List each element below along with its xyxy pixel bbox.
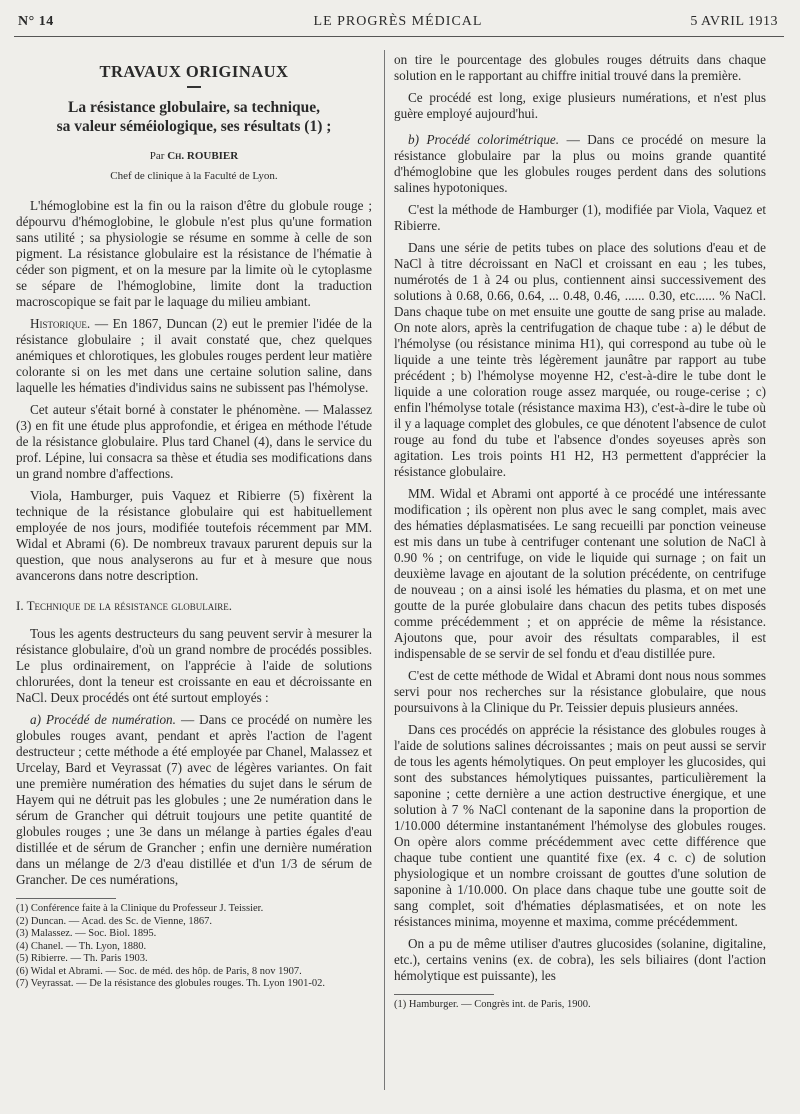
paragraph: Cet auteur s'était borné à constater le phénomène. — Malassez (3) en fit une étude plus approfondie, et érigea en méthode l'étude de la résistance globulaire. Plus tard Chanel (4), dans le service du prof. Lépine, lui consacra sa thèse et étudia ses modifications dans un grand nombre d'affections. xyxy=(16,402,372,481)
header-rule xyxy=(14,36,784,37)
author-name: Ch. ROUBIER xyxy=(167,150,239,162)
paragraph-text: — Dans ce procédé on mesure la résistance globulaire par la plus ou moins grande quantité d'hémoglobine que les globules rouges perdent dans des solutions salines hypotoniques. xyxy=(394,132,766,195)
left-column xyxy=(16,52,372,991)
footnote: (5) Ribierre. — Th. Paris 1903. xyxy=(16,953,148,964)
paragraph xyxy=(16,316,372,396)
article-title-line-1: La résistance globulaire, sa technique, xyxy=(67,99,321,116)
paragraph-text: — Dans ce procédé on numère les globules rouges avant, pendant et après l'action de l'agent destructeur ; cette méthode a été employée par Chanel, Malassez et Urcelay, Bard et Veyrassat (7) avec de légères variantes. On fait une première numération des hématies du sujet dans le sérum de Hayem qui ne détruit pas les globules ; une 2e numération dans le sérum de Grancher qui détruit toujours une petite quantité de globules rouges ; une 3e dans un mélange à parties égales d'eau distillée et de sérum de Grancher ; enfin une dernière numération dans un mélange de 2/3 d'eau distillée et d'un 1/3 de sérum de Grancher. De ces numérations, xyxy=(16,712,372,887)
footnote: (1) Hamburger. — Congrès int. de Paris, 1900. xyxy=(394,999,591,1010)
journal-title: LE PROGRÈS MÉDICAL xyxy=(313,14,483,29)
paragraph: C'est de cette méthode de Widal et Abrami dont nous nous sommes servi pour nos recherches sur la résistance globulaire, que nous poursuivons à la Clinique du Pr. Teissier depuis plusieurs années. xyxy=(394,668,766,715)
footnote: (6) Widal et Abrami. — Soc. de méd. des hôp. de Paris, 8 nov 1907. xyxy=(16,965,302,977)
author-affiliation: Chef de clinique à la Faculté de Lyon. xyxy=(110,170,278,182)
run-in-heading: Historique. xyxy=(30,316,91,331)
footnote: (1) Conférence faite à la Clinique du Professeur J. Teissier. xyxy=(16,903,264,914)
paragraph: L'hémoglobine est la fin ou la raison d'être du globule rouge ; dépourvu d'hémoglobine, le globule n'est plus qu'une formation sans utilité ; sa physiologie se résume en somme à celle de son pigment. La résistance globulaire est la résistance de l'hématie à céder son pigment, et on la mesure par la limite où le cytoplasme se sépare de l'hémoglobine, limite dont la traduction macroscopique se fait par le laquage du milieu ambiant. xyxy=(16,198,372,309)
paragraph xyxy=(394,132,766,196)
paragraph xyxy=(16,712,372,888)
subsection-heading: I. Technique de la résistance globulaire. xyxy=(16,598,233,613)
paragraph: Dans une série de petits tubes on place des solutions d'eau et de NaCl à titre décroissant en NaCl et croissant en eau ; les tubes, numérotés de 1 à 24 ou plus, contiennent ainsi successivement des solutions à 0.68, 0.66, 0.64, ... 0.48, 0.46, ...... 0.30, etc...... % NaCl. Dans chaque tube on met ensuite une goutte de sang prise au malade. On note alors, après la centrifugation de chaque tube : a) le début de l'hémolyse (ou résistance minima H1), qui correspond au tube où le liquide a une teinte très légèrement jaunâtre par rapport au tube précédent ; b) l'hémolyse moyenne H2, c'est-à-dire le tube dont le liquide a une coloration rouge assez marquée, ou rouge-cerise ; c) enfin l'hémolyse totale (résistance maxima H3), c'est-à-dire le tube où il y a laquage complet des globules, ce que dénotent l'absence de culot rouge au fond du tube et l'absence d'ondes soyeuses après son agitation. Les trois points H1 H2, H3 permettent d'apprécier la résistance globulaire. xyxy=(394,240,766,479)
paragraph: Ce procédé est long, exige plusieurs numérations, et n'est plus guère employé aujourd'hui. xyxy=(394,90,766,121)
paragraph-text: — En 1867, Duncan (2) eut le premier l'idée de la résistance globulaire ; il avait constaté que, chez quelques anémiques et chlorotiques, les globules rouges perdent leur matière colorante si on les met dans une certaine solution saline, dans laquelle les hématies d'individus sains ne subissent pas l'hémolyse. xyxy=(16,316,372,395)
footnote: (7) Veyrassat. — De la résistance des globules rouges. Th. Lyon 1901-02. xyxy=(16,978,326,989)
paragraph: Tous les agents destructeurs du sang peuvent servir à mesurer la résistance globulaire, d'où un grand nombre de procédés possibles. Le plus ordinairement, on l'apprécie à l'aide de solutions chlorurées, dont la teneur est croissante en eau et décroissante en NaCl. Deux procédés ont été surtout employés : xyxy=(16,626,372,705)
footnote: (3) Malassez. — Soc. Biol. 1895. xyxy=(16,928,157,939)
section-dash xyxy=(187,86,201,88)
run-in-heading: a) Procédé de numération. xyxy=(30,712,176,727)
article-title-line-2: sa valeur séméiologique, ses résultats (1) ; xyxy=(56,118,332,135)
section-title: TRAVAUX ORIGINAUX xyxy=(99,62,289,81)
run-in-heading: b) Procédé colorimétrique. xyxy=(408,132,560,147)
paragraph: MM. Widal et Abrami ont apporté à ce procédé une intéressante modification ; ils opèrent non plus avec le sang complet, mais avec des hématies déplasmatisées. Le sang recueilli par ponction veineuse est mis dans un tube à centrifuger contenant une solution de NaCl à 0.90 % ; on centrifuge, on vide le liquide qui surnage ; on fait un deuxième lavage en ajoutant de la solution précédente, on centrifuge de nouveau ; on a ainsi isolé les hématies du plasma, et on met une goutte de la purée globulaire dans chacun des petits tubes disposés comme précédemment ; et on apprécie de même la résistance. Ajoutons que, pour avoir des résultats comparables, il est indispensable de se servir de sel fondu et d'eau distillée pure. xyxy=(394,486,766,661)
footnote-rule xyxy=(16,898,116,899)
column-divider xyxy=(384,50,385,1090)
footnote: (4) Chanel. — Th. Lyon, 1880. xyxy=(16,940,147,952)
issue-number: N° 14 xyxy=(18,14,54,29)
paragraph: Dans ces procédés on apprécie la résistance des globules rouges à l'aide de solutions salines décroissantes ; mais on peut aussi se servir de tous les agents hémolytiques. On peut employer les glucosides, qui sont des substances hémolytiques puissantes, particulièrement la saponine ; cette dernière a une action destructive énergique, et une solution à 7 % NaCl contenant de la saponine dans la proportion de 1/10.000 détermine instantanément l'hémolyse des globules rouges. On opère alors comme précédemment avec cette différence que chaque tube contient une quantité fixe (ex. 4 c. c) de solution physiologique et un nombre croissant de gouttes d'une solution de saponine à 1/10.000. On place dans chaque tube une goutte soit de sang complet, soit d'hématies déplasmatisées, et on note les résistances minima, moyenne et maxima, comme précédemment. xyxy=(394,722,766,929)
paragraph: Viola, Hamburger, puis Vaquez et Ribierre (5) fixèrent la technique de la résistance globulaire qui est habituellement employée de nos jours, modifiée toutefois récemment par MM. Widal et Abrami (6). De nombreux travaux parurent depuis sur la question, que nous analyserons au fur et à mesure que nous avancerons dans notre description. xyxy=(16,488,372,583)
paragraph: on tire le pourcentage des globules rouges détruits dans chaque solution en le rapportant au chiffre initial trouvé dans la première. xyxy=(394,52,766,83)
paragraph: On a pu de même utiliser d'autres glucosides (solanine, digitaline, etc.), certains venins (ex. de cobra), les sels biliaires (dont l'action hémolytique est puissante), les xyxy=(394,936,766,983)
running-header xyxy=(18,10,778,32)
article-title xyxy=(16,98,372,136)
footnote: (2) Duncan. — Acad. des Sc. de Vienne, 1867. xyxy=(16,915,213,927)
footnote-rule xyxy=(394,994,494,995)
issue-date: 5 AVRIL 1913 xyxy=(690,14,778,29)
byline-by: Par xyxy=(149,150,168,162)
byline xyxy=(16,148,372,164)
paragraph: C'est la méthode de Hamburger (1), modifiée par Viola, Vaquez et Ribierre. xyxy=(394,202,766,233)
right-column xyxy=(394,52,766,1012)
